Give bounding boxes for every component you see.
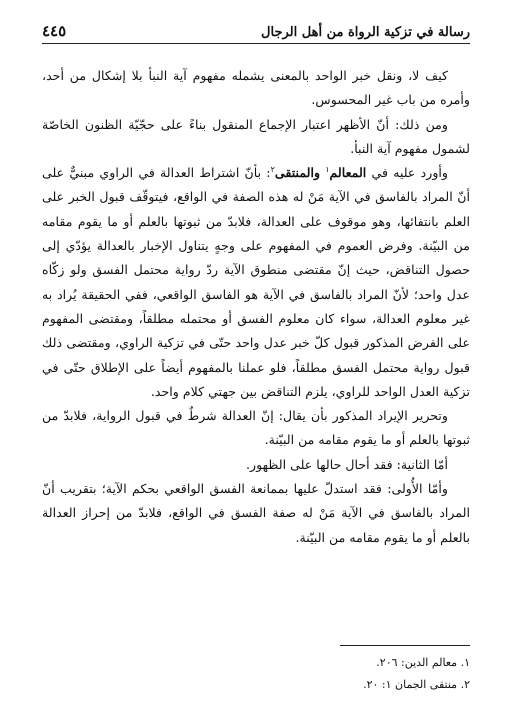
running-title: رسالة في تزكية الرواة من أهل الرجال [261, 25, 470, 40]
body-text [42, 64, 470, 550]
footnote-1: ١. معالم الدين: ٢٠٦. [376, 656, 470, 669]
paragraph-5: أمّا الثانية: فقد أحال حالها على الظهور. [246, 456, 448, 472]
page-number: ٤٤٥ [42, 22, 67, 40]
footnote-2: ٢. منتقى الجمان ١: ٢٠. [363, 678, 470, 691]
paragraph-3-lead: وأورد عليه في [366, 165, 448, 181]
footnote-ref-2: ٢ [270, 165, 275, 174]
paragraph-1: كيف لا، ونقل خبر الواحد بالمعنى يشمله مفهوم آية النبأ بلا إشكال من أحد، وأمره من باب غير المحسوس. [42, 68, 470, 108]
paragraph-3 [42, 161, 470, 404]
paragraph-6: وأمّا الأُولى: فقد استدلّ عليها بممانعة الفسق الواقعي بحكم الآية؛ بتقريب أنّ المراد بالفاسق في الآية مَنْ له صفة الفسق في الواقع، فلابدّ من إحراز العدالة بالعلم أو ما يقوم مقامه من البيّنة. [42, 481, 470, 545]
citation-muntaqa: والمنتقى [274, 165, 321, 181]
footnotes [42, 652, 470, 696]
footnote-ref-1: ١ [325, 165, 330, 174]
page-header [42, 18, 470, 44]
paragraph-2: ومن ذلك: أنّ الأظهر اعتبار الإجماع المنقول بناءً على حجّيّة الظنون الخاصّة لشمول مفهوم آية النبأ. [42, 116, 470, 156]
citation-maalim: المعالم [329, 165, 367, 181]
paragraph-3-rest: : بأنّ اشتراط العدالة في الراوي مبنيٌّ على أنّ المراد بالفاسق في الآية مَنْ له هذه الصفة في الواقع، فيتوقّف قبول الخبر على العلم بانتفائها، وهو موقوف على العدالة، فلابدّ من ثبوتها بالعلم أو ما يقوم مقامه من البيّنة. وفرض العموم في المفهوم على وجهٍ يتناول الإخبار بالعدالة يؤدّي إلى حصول التناقض، حيث إنّ مقتضى منطوق الآية ردّ رواية محتمل الفسق ولو زكّاه عدل واحد؛ لأنّ المراد بالفاسق في الآية هو الفاسق الواقعي، ففي الحقيقة يُراد به غير معلوم العدالة، سواء كان معلوم الفسق أو محتمله مطلقاً، ومقتضى المفهوم على الفرض المذكور قبول كلّ خبر عدل واحد حتّى في تزكية الراوي، ومقتضى ذلك قبول رواية محتمل الفسق مطلقاً، فلو عملنا بالمفهوم أيضاً على الإطلاق حتّى في تزكية العدل الواحد للراوي، يلزم التناقض بين جهتي كلام واحد. [42, 165, 470, 399]
footnote-divider [340, 645, 470, 646]
paragraph-4: وتحرير الإيراد المذكور بأن يقال: إنّ العدالة شرطٌ في قبول الرواية، فلابدّ من ثبوتها بالعلم أو ما يقوم مقامه من البيّنة. [42, 408, 470, 448]
